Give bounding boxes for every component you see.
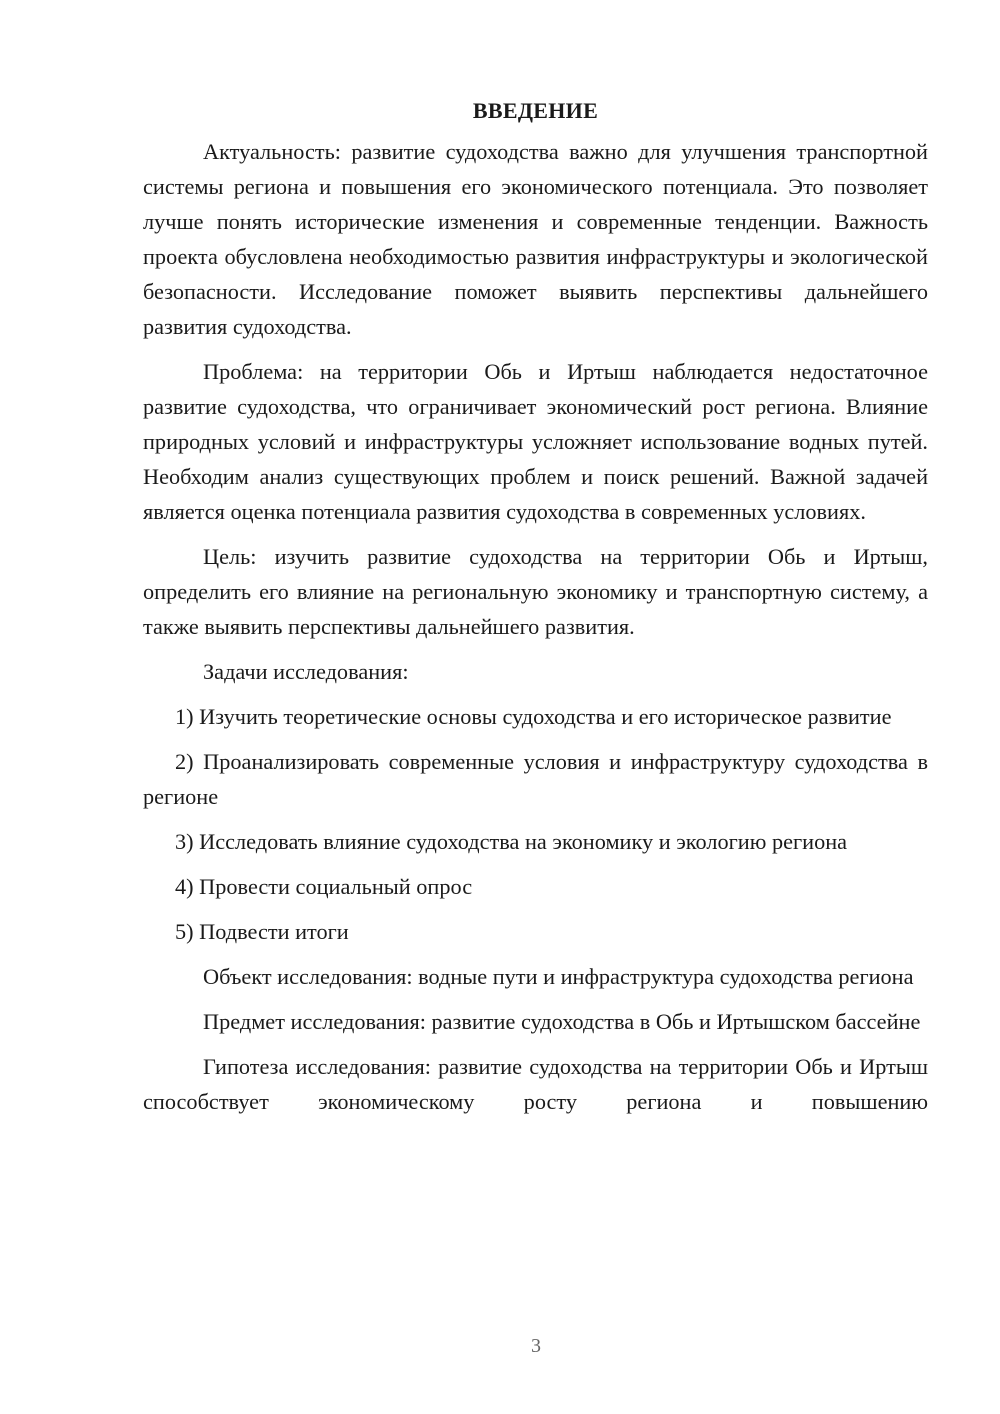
paragraph-problem: Проблема: на территории Обь и Иртыш наблюдается недостаточное развитие судоходства, что ограничивает экономический рост региона. Влияние природных условий и инфраструктуры усложняет использование водных путей. Необходим анализ существующих проблем и поиск решений. Важной задачей является оценка потенциала развития судоходства в современных условиях.: [143, 359, 928, 524]
page-number: 3: [531, 1335, 541, 1357]
paragraph-tasks-title: Задачи исследования:: [203, 659, 409, 684]
page-body: [143, 93, 928, 1129]
task-item-5: 5) Подвести итоги: [175, 919, 349, 944]
paragraph-hypothesis: Гипотеза исследования: развитие судоходства на территории Обь и Иртыш способствует экономическому росту региона и повышению: [143, 1054, 928, 1114]
paragraph-subject: Предмет исследования: развитие судоходства в Обь и Иртышском бассейне: [203, 1009, 921, 1034]
task-item-1: 1) Изучить теоретические основы судоходства и его историческое развитие: [175, 704, 892, 729]
task-item-4: 4) Провести социальный опрос: [175, 874, 473, 899]
section-heading: ВВЕДЕНИЕ: [472, 98, 599, 123]
task-item-2: 2) Проанализировать современные условия и инфраструктуру судоходства в регионе: [143, 749, 928, 809]
paragraph-goal: Цель: изучить развитие судоходства на территории Обь и Иртыш, определить его влияние на региональную экономику и транспортную систему, а также выявить перспективы дальнейшего развития.: [143, 544, 928, 639]
paragraph-object: Объект исследования: водные пути и инфраструктура судоходства региона: [203, 964, 914, 989]
paragraph-relevance: Актуальность: развитие судоходства важно для улучшения транспортной системы региона и повышения его экономического потенциала. Это позволяет лучше понять исторические изменения и современные тенденции. Важность проекта обусловлена необходимостью развития инфраструктуры и экологической безопасности. Исследование поможет выявить перспективы дальнейшего развития судоходства.: [143, 139, 928, 339]
task-item-3: 3) Исследовать влияние судоходства на экономику и экологию региона: [175, 829, 848, 854]
